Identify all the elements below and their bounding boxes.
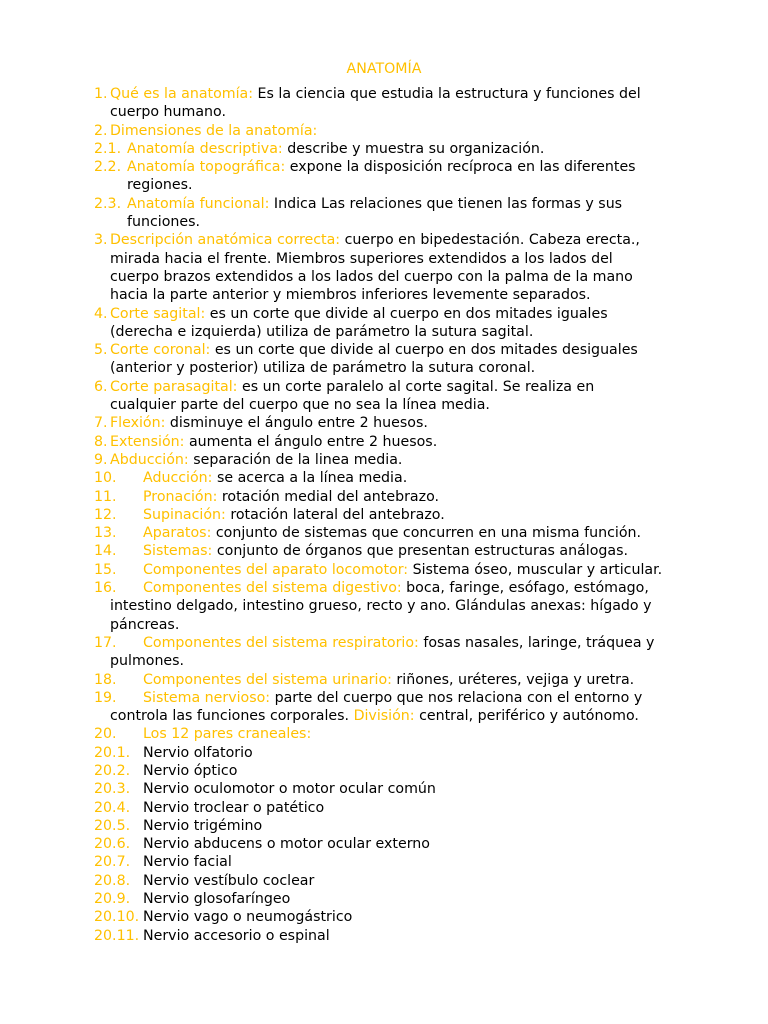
list-item <box>0 158 658 195</box>
list-item-number: 14. <box>94 543 117 560</box>
list-item-text: conjunto de órganos que presentan estructuras análogas. <box>212 543 629 560</box>
list-item <box>0 579 680 634</box>
list-item <box>0 542 680 560</box>
list-item-text: es un corte que divide al cuerpo en dos mitades desiguales (anterior y posterior) utiliza de parámetro la sutura coronal. <box>110 342 638 377</box>
list-item-number: 3. <box>94 232 108 249</box>
list-item-text: parte del cuerpo que nos relaciona con el entorno y controla las funciones corporales. <box>110 689 643 725</box>
list-item-text: Nervio accesorio o espinal <box>143 927 330 944</box>
list-item-text: se acerca a la línea media. <box>212 470 408 487</box>
list-item-term: Corte parasagital: <box>110 378 238 395</box>
list-item-term: Anatomía topográfica: <box>127 159 286 176</box>
list-item-number: 18. <box>94 671 117 688</box>
list-item-number: 4. <box>94 305 108 322</box>
list-item-number: 11. <box>94 488 117 505</box>
list-item-term: Qué es la anatomía: <box>110 86 254 102</box>
list-item <box>0 908 680 926</box>
list-item <box>0 872 680 890</box>
list-item-text: rotación medial del antebrazo. <box>217 488 440 505</box>
list-item-text: boca, faringe, esófago, estómago, intestino delgado, intestino grueso, recto y ano. Glándulas anexas: hígado y páncreas. <box>110 580 652 633</box>
list-item-number: 2.1. <box>94 140 122 157</box>
list-item <box>0 506 680 524</box>
list-item <box>0 725 680 743</box>
list-item-number: 19. <box>94 689 117 706</box>
list-item-number: 12. <box>94 506 117 523</box>
list-item-term: Extensión: <box>110 433 185 450</box>
list-item-number: 8. <box>94 433 108 450</box>
list-item-term: Anatomía descriptiva: <box>127 140 283 157</box>
list-item-number: 20. <box>94 726 117 743</box>
list-item-number: 20.7. <box>94 854 131 871</box>
list-item-text: cuerpo en bipedestación. Cabeza erecta., mirada hacia el frente. Miembros superiores extendidos a los lados del cuerpo brazos extendidos a los lados del cuerpo con la palma de la mano hacia la parte anterior y miembros inferiores levemente separados. <box>110 232 640 304</box>
list-item <box>0 305 658 342</box>
list-item-text: Sistema óseo, muscular y articular. <box>408 561 663 578</box>
list-item-number: 20.9. <box>94 891 131 908</box>
list-item-text: expone la disposición recíproca en las diferentes regiones. <box>127 159 636 194</box>
list-item-number: 20.5. <box>94 817 131 834</box>
list-item <box>0 524 680 542</box>
list-item-text: fosas nasales, laringe, tráquea y pulmones. <box>110 634 655 670</box>
list-item-number: 2. <box>94 122 108 139</box>
list-item-text: describe y muestra su organización. <box>282 140 545 157</box>
list-item-number: 17. <box>94 634 117 651</box>
list-item-text: Nervio glosofaríngeo <box>143 891 291 908</box>
list-item-number: 20.3. <box>94 781 131 798</box>
list-item <box>0 817 680 835</box>
list-item-term: Dimensiones de la anatomía: <box>110 122 318 139</box>
list-item-text: Nervio oculomotor o motor ocular común <box>143 781 436 798</box>
list-item-term: División: <box>353 708 415 725</box>
numbered-list <box>0 85 768 945</box>
list-item-number: 16. <box>94 580 117 597</box>
list-item-term: Aducción: <box>143 470 213 487</box>
list-item-term: Descripción anatómica correcta: <box>110 232 341 249</box>
list-item-number: 15. <box>94 561 117 578</box>
list-item-text: rotación lateral del antebrazo. <box>225 506 445 523</box>
list-item-term: Sistemas: <box>143 543 213 560</box>
document-title: ANATOMÍA <box>346 61 422 77</box>
list-item-number: 20.8. <box>94 872 131 889</box>
list-item <box>0 488 680 506</box>
list-item-text: es un corte que divide al cuerpo en dos mitades iguales (derecha e izquierda) utiliza de parámetro la sutura sagital. <box>110 305 608 340</box>
list-item-number: 10. <box>94 470 117 487</box>
list-item-text: conjunto de sistemas que concurren en una misma función. <box>211 525 642 542</box>
list-item-term: Anatomía funcional: <box>127 195 270 212</box>
list-item-number: 20.2. <box>94 762 131 779</box>
list-item <box>0 378 658 415</box>
list-item <box>0 195 658 232</box>
list-item-number: 20.11. <box>94 927 140 944</box>
list-item-number: 7. <box>94 415 108 432</box>
list-item-text: Nervio vago o neumogástrico <box>143 909 353 926</box>
list-item-number: 13. <box>94 525 117 542</box>
list-item <box>0 122 658 140</box>
list-item-term: Componentes del sistema urinario: <box>143 671 392 688</box>
list-item <box>0 890 680 908</box>
list-item <box>0 927 680 945</box>
list-item-text: Nervio facial <box>143 854 232 871</box>
list-item-text: Nervio troclear o patético <box>143 799 325 816</box>
list-item <box>0 469 680 487</box>
list-item-term: Supinación: <box>143 506 226 523</box>
list-item-text: Nervio olfatorio <box>143 744 253 761</box>
list-item <box>0 780 680 798</box>
list-item-number: 2.2. <box>94 159 122 176</box>
list-item <box>0 634 680 671</box>
list-item-term: Componentes del aparato locomotor: <box>143 561 409 578</box>
list-item <box>0 689 680 726</box>
list-item-term: Corte coronal: <box>110 342 211 359</box>
list-item-term: Corte sagital: <box>110 305 206 322</box>
list-item <box>0 85 658 122</box>
list-item-text: separación de la linea media. <box>188 451 403 468</box>
list-item-number: 2.3. <box>94 195 122 212</box>
list-item-text: es un corte paralelo al corte sagital. Se realiza en cualquier parte del cuerpo que no sea la línea media. <box>110 378 595 414</box>
list-item-number: 20.6. <box>94 836 131 853</box>
list-item-number: 9. <box>94 451 108 468</box>
list-item-number: 20.1. <box>94 744 131 761</box>
list-item-term: Componentes del sistema digestivo: <box>143 580 402 597</box>
list-item <box>0 671 680 689</box>
list-item-text: disminuye el ángulo entre 2 huesos. <box>165 415 428 432</box>
list-item-term: Pronación: <box>143 488 218 505</box>
list-item <box>0 835 680 853</box>
list-item-term: Aparatos: <box>143 525 212 542</box>
list-item <box>0 762 680 780</box>
list-item-term: Sistema nervioso: <box>143 689 271 706</box>
list-item-text: riñones, uréteres, vejiga y uretra. <box>391 671 635 688</box>
list-item-text: Nervio vestíbulo coclear <box>143 872 315 889</box>
list-item-number: 20.4. <box>94 799 131 816</box>
list-item-text: Nervio óptico <box>143 762 238 779</box>
list-item-text: Indica Las relaciones que tienen las formas y sus funciones. <box>127 195 623 231</box>
list-item-text: Nervio abducens o motor ocular externo <box>143 836 430 853</box>
list-item-term: Flexión: <box>110 415 166 432</box>
list-item <box>0 744 680 762</box>
list-item-text: Nervio trigémino <box>143 817 263 834</box>
list-item-number: 5. <box>94 342 108 359</box>
list-item-term: Componentes del sistema respiratorio: <box>143 634 419 651</box>
list-item <box>0 414 658 432</box>
list-item <box>0 140 658 158</box>
list-item <box>0 799 680 817</box>
list-item <box>0 853 680 871</box>
list-item <box>0 433 658 451</box>
list-item <box>0 341 658 378</box>
list-item <box>0 231 658 304</box>
list-item <box>0 451 658 469</box>
list-item-number: 1. <box>94 86 108 102</box>
list-item-number: 6. <box>94 378 108 395</box>
list-item-text: central, periférico y autónomo. <box>414 708 639 725</box>
list-item-text: Es la ciencia que estudia la estructura y funciones del cuerpo humano. <box>110 86 641 121</box>
list-item-term: Abducción: <box>110 451 189 468</box>
list-item-term: Los 12 pares craneales: <box>143 726 312 743</box>
list-item-text: aumenta el ángulo entre 2 huesos. <box>184 433 438 450</box>
list-item-number: 20.10. <box>94 909 140 926</box>
list-item <box>0 561 680 579</box>
